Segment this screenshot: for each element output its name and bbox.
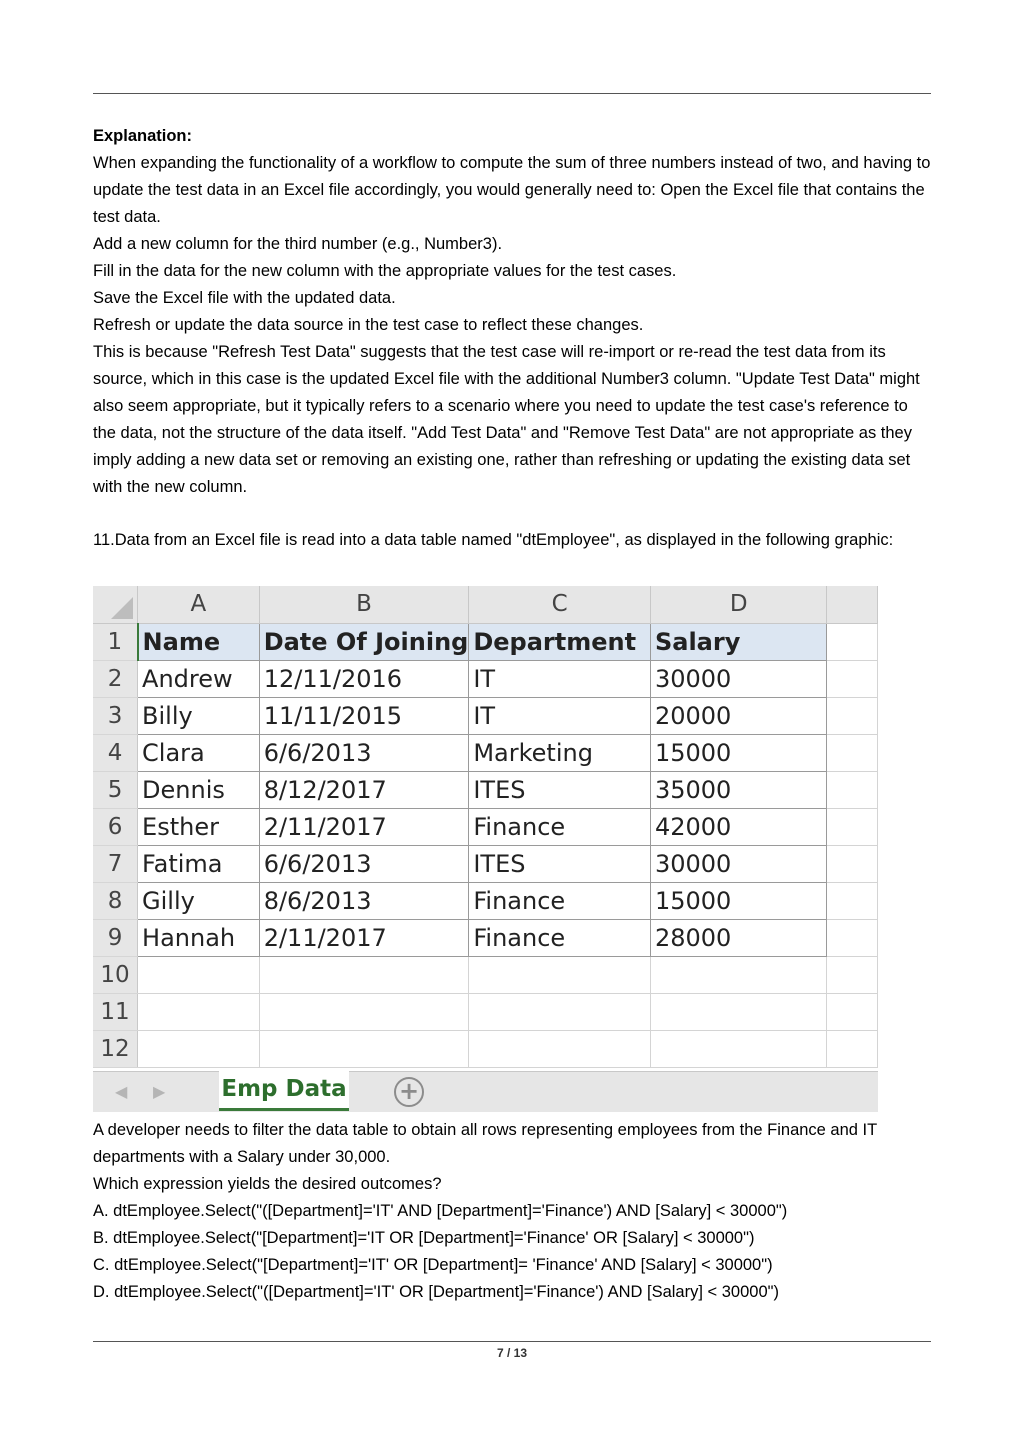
header-cell-name[interactable]: Name	[138, 623, 260, 660]
table-row	[93, 845, 878, 882]
empty-cell[interactable]	[138, 1030, 260, 1067]
cell-date[interactable]: 6/6/2013	[259, 845, 469, 882]
header-cell-salary[interactable]: Salary	[650, 623, 826, 660]
row-header[interactable]: 6	[93, 808, 138, 845]
bottom-rule	[93, 1341, 931, 1342]
cell-date[interactable]: 12/11/2016	[259, 660, 469, 697]
cell-salary[interactable]: 20000	[650, 697, 826, 734]
empty-cell[interactable]	[469, 956, 651, 993]
empty-row	[93, 993, 878, 1030]
empty-cell[interactable]	[827, 993, 878, 1030]
explanation-line: When expanding the functionality of a workflow to compute the sum of three numbers instead of two, and having to update the test data in an Excel file accordingly, you would generally need to: Open the Excel file that contains the test data.	[93, 154, 931, 226]
empty-cell[interactable]	[259, 993, 469, 1030]
empty-cell[interactable]	[827, 845, 878, 882]
option-c: C. dtEmployee.Select("[Department]='IT' OR [Department]= 'Finance' AND [Salary] < 30000")	[93, 1256, 773, 1274]
empty-cell[interactable]	[827, 660, 878, 697]
cell-salary[interactable]: 15000	[650, 734, 826, 771]
explanation-section	[93, 123, 933, 501]
column-header-e[interactable]	[827, 586, 878, 623]
cell-name[interactable]: Clara	[138, 734, 260, 771]
cell-department[interactable]: Marketing	[469, 734, 651, 771]
empty-cell[interactable]	[827, 734, 878, 771]
empty-cell[interactable]	[827, 808, 878, 845]
option-a: A. dtEmployee.Select("([Department]='IT' AND [Department]='Finance') AND [Salary] < 30000")	[93, 1202, 788, 1220]
question-intro-section	[93, 527, 933, 554]
empty-cell[interactable]	[650, 993, 826, 1030]
row-header[interactable]: 11	[93, 993, 138, 1030]
excel-screenshot	[93, 586, 878, 1112]
row-header[interactable]: 5	[93, 771, 138, 808]
cell-date[interactable]: 8/6/2013	[259, 882, 469, 919]
cell-name[interactable]: Billy	[138, 697, 260, 734]
column-header-c[interactable]: C	[469, 586, 651, 623]
cell-name[interactable]: Andrew	[138, 660, 260, 697]
row-header[interactable]: 8	[93, 882, 138, 919]
cell-department[interactable]: ITES	[469, 771, 651, 808]
cell-salary[interactable]: 35000	[650, 771, 826, 808]
page-number: 7 / 13	[496, 1346, 528, 1360]
empty-row	[93, 956, 878, 993]
row-header[interactable]: 10	[93, 956, 138, 993]
cell-date[interactable]: 8/12/2017	[259, 771, 469, 808]
empty-cell[interactable]	[827, 623, 878, 660]
cell-salary[interactable]: 30000	[650, 845, 826, 882]
empty-cell[interactable]	[469, 993, 651, 1030]
table-row	[93, 660, 878, 697]
cell-salary[interactable]: 30000	[650, 660, 826, 697]
table-header-row	[93, 623, 878, 660]
next-sheet-icon[interactable]: ▶	[153, 1082, 166, 1101]
cell-date[interactable]: 2/11/2017	[259, 808, 469, 845]
cell-name[interactable]: Dennis	[138, 771, 260, 808]
table-row	[93, 882, 878, 919]
option-b: B. dtEmployee.Select("[Department]='IT OR [Department]='Finance' OR [Salary] < 30000")	[93, 1229, 755, 1247]
top-rule	[93, 93, 931, 94]
header-cell-department[interactable]: Department	[469, 623, 651, 660]
empty-cell[interactable]	[138, 956, 260, 993]
add-sheet-icon[interactable]: +	[394, 1077, 424, 1107]
explanation-heading: Explanation:	[93, 127, 193, 145]
cell-name[interactable]: Gilly	[138, 882, 260, 919]
cell-salary[interactable]: 15000	[650, 882, 826, 919]
cell-date[interactable]: 6/6/2013	[259, 734, 469, 771]
cell-name[interactable]: Fatima	[138, 845, 260, 882]
question-body-section	[93, 1117, 933, 1306]
empty-cell[interactable]	[138, 993, 260, 1030]
prev-sheet-icon[interactable]: ◀	[115, 1082, 128, 1101]
select-all-corner[interactable]	[93, 586, 138, 623]
row-header[interactable]: 12	[93, 1030, 138, 1067]
select-all-icon	[111, 597, 133, 619]
empty-cell[interactable]	[827, 882, 878, 919]
empty-cell[interactable]	[469, 1030, 651, 1067]
table-row	[93, 919, 878, 956]
explanation-line: Save the Excel file with the updated data.	[93, 289, 396, 307]
cell-department[interactable]: ITES	[469, 845, 651, 882]
column-header-d[interactable]: D	[650, 586, 826, 623]
column-header-b[interactable]: B	[259, 586, 469, 623]
row-header[interactable]: 2	[93, 660, 138, 697]
cell-department[interactable]: Finance	[469, 919, 651, 956]
empty-cell[interactable]	[827, 1030, 878, 1067]
row-header[interactable]: 4	[93, 734, 138, 771]
cell-department[interactable]: Finance	[469, 882, 651, 919]
empty-row	[93, 1030, 878, 1067]
row-header[interactable]: 9	[93, 919, 138, 956]
row-header[interactable]: 1	[93, 623, 138, 660]
row-header[interactable]: 3	[93, 697, 138, 734]
cell-department[interactable]: Finance	[469, 808, 651, 845]
column-header-a[interactable]: A	[138, 586, 260, 623]
cell-date[interactable]: 2/11/2017	[259, 919, 469, 956]
explanation-line: Fill in the data for the new column with the appropriate values for the test cases.	[93, 262, 677, 280]
question-prompt: Which expression yields the desired outcomes?	[93, 1175, 442, 1193]
empty-cell[interactable]	[650, 956, 826, 993]
table-row	[93, 771, 878, 808]
empty-cell[interactable]	[259, 1030, 469, 1067]
sheet-tab-emp-data[interactable]: Emp Data	[219, 1071, 349, 1111]
table-row	[93, 734, 878, 771]
empty-cell[interactable]	[650, 1030, 826, 1067]
question-intro: 11.Data from an Excel file is read into a data table named "dtEmployee", as displayed in the following graphic:	[93, 531, 894, 549]
explanation-line: Add a new column for the third number (e.g., Number3).	[93, 235, 503, 253]
explanation-line: Refresh or update the data source in the test case to reflect these changes.	[93, 316, 644, 334]
column-header-row	[93, 586, 878, 623]
cell-department[interactable]: IT	[469, 660, 651, 697]
option-d: D. dtEmployee.Select("([Department]='IT' OR [Department]='Finance') AND [Salary] < 30000")	[93, 1283, 779, 1301]
cell-name[interactable]: Esther	[138, 808, 260, 845]
row-header[interactable]: 7	[93, 845, 138, 882]
table-row	[93, 808, 878, 845]
empty-cell[interactable]	[827, 771, 878, 808]
empty-cell[interactable]	[827, 956, 878, 993]
cell-date[interactable]: 11/11/2015	[259, 697, 469, 734]
header-cell-date-of-joining[interactable]: Date Of Joining	[259, 623, 469, 660]
empty-cell[interactable]	[827, 697, 878, 734]
cell-name[interactable]: Hannah	[138, 919, 260, 956]
spreadsheet-grid	[93, 586, 878, 1068]
empty-cell[interactable]	[259, 956, 469, 993]
cell-department[interactable]: IT	[469, 697, 651, 734]
cell-salary[interactable]: 42000	[650, 808, 826, 845]
sheet-tab-bar	[93, 1071, 878, 1112]
explanation-line: This is because "Refresh Test Data" suggests that the test case will re-import or re-read the test data from its source, which in this case is the updated Excel file with the additional Number3 column. "Update Test Data" might also seem appropriate, but it typically refers to a scenario where you need to update the test case's reference to the data, not the structure of the data itself. "Add Test Data" and "Remove Test Data" are not appropriate as they imply adding a new data set or removing an existing one, rather than refreshing or updating the existing data set with the new column.	[93, 343, 920, 496]
cell-salary[interactable]: 28000	[650, 919, 826, 956]
table-row	[93, 697, 878, 734]
question-text: A developer needs to filter the data table to obtain all rows representing employees from the Finance and IT departments with a Salary under 30,000.	[93, 1121, 877, 1166]
empty-cell[interactable]	[827, 919, 878, 956]
